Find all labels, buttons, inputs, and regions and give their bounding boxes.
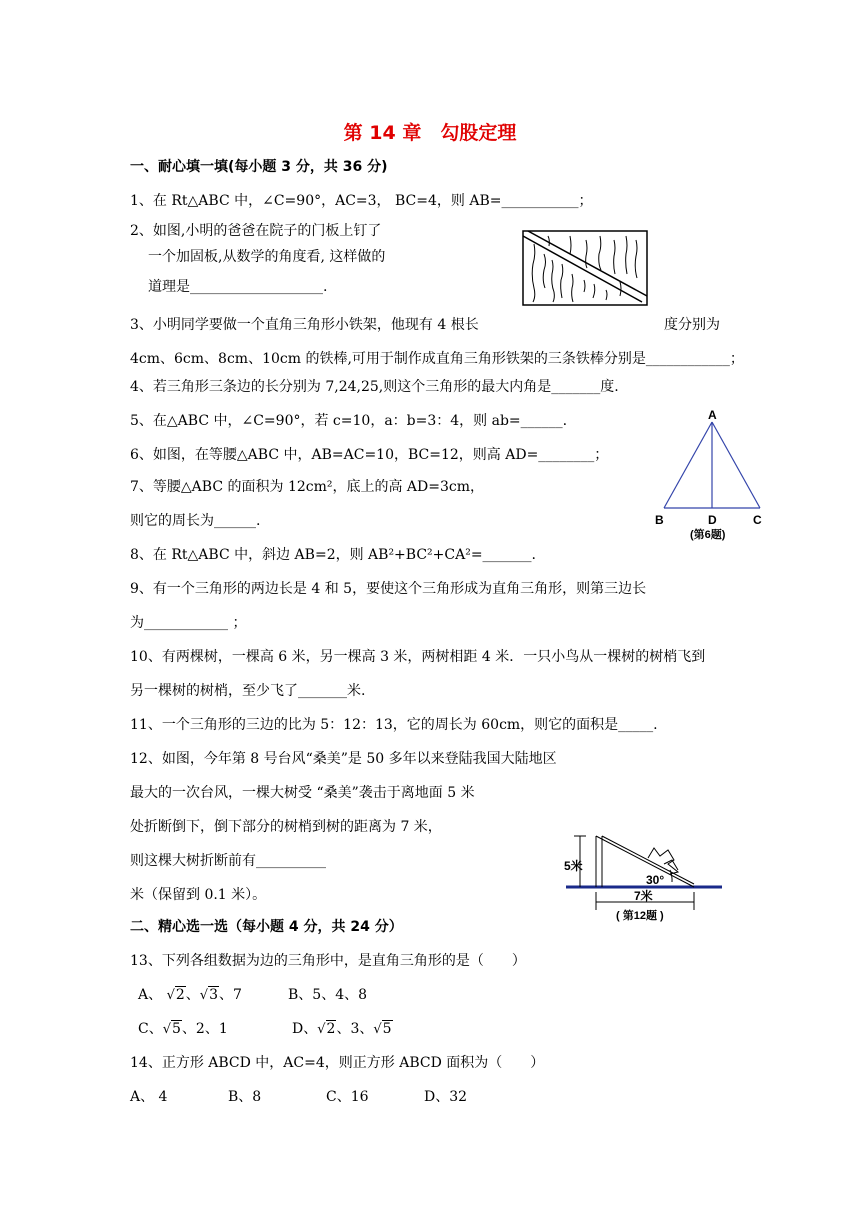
vertex-d-label: D bbox=[708, 513, 717, 527]
sqrt-2: √2 bbox=[166, 987, 185, 1003]
option-a-tail: 、7 bbox=[219, 987, 242, 1003]
question-9-line-2: 为____________ ； bbox=[130, 615, 247, 631]
question-2-line-1: 2、如图,小明的爸爸在院子的门板上钉了 bbox=[130, 223, 382, 239]
question-3-line-2: 4cm、6cm、8cm、10cm 的铁棒,可用于制作成直角三角形铁架的三条铁棒分别是____________； bbox=[130, 351, 744, 367]
question-12-line-2: 最大的一次台风，一棵大树受 “桑美”袭击于离地面 5 米 bbox=[130, 785, 475, 801]
question-13-option-c bbox=[138, 1020, 228, 1039]
question-3-line-1b: 度分别为 bbox=[664, 317, 720, 333]
question-2-line-3: 道理是___________________. bbox=[148, 279, 328, 295]
sqrt-2-d: √2 bbox=[317, 1021, 336, 1037]
isosceles-triangle-figure bbox=[650, 408, 770, 542]
question-14-option-c: C、16 bbox=[326, 1089, 369, 1105]
broken-tree-figure bbox=[560, 800, 730, 928]
question-12-line-5: 米（保留到 0.1 米）。 bbox=[130, 887, 267, 903]
height-label: 5米 bbox=[564, 859, 583, 873]
distance-label: 7米 bbox=[634, 889, 653, 903]
option-c-label: C、 bbox=[138, 1021, 163, 1037]
question-13-option-b: B、5、4、8 bbox=[288, 987, 368, 1003]
option-c-tail: 、2、1 bbox=[181, 1021, 228, 1037]
figure-6-caption: (第6题) bbox=[690, 529, 726, 541]
option-d-middle: 、3、 bbox=[336, 1021, 374, 1037]
vertex-c-label: C bbox=[753, 513, 762, 527]
question-14-option-a: A、 4 bbox=[130, 1089, 168, 1105]
question-9-line-1: 9、有一个三角形的两边长是 4 和 5，要使这个三角形成为直角三角形，则第三边长 bbox=[130, 581, 647, 597]
question-2-line-2: 一个加固板,从数学的角度看, 这样做的 bbox=[148, 249, 386, 265]
question-7-line-2: 则它的周长为______. bbox=[130, 513, 261, 529]
question-8: 8、在 Rt△ABC 中，斜边 AB=2，则 AB²+BC²+CA²=_______. bbox=[130, 547, 537, 563]
section-2-heading: 二、精心选一选（每小题 4 分，共 24 分） bbox=[130, 919, 403, 935]
question-13-stem: 13、下列各组数据为边的三角形中，是直角三角形的是（ ） bbox=[130, 953, 526, 969]
sqrt-5-d: √5 bbox=[373, 1021, 392, 1037]
question-13-option-a bbox=[138, 986, 242, 1005]
question-14-stem: 14、正方形 ABCD 中，AC=4，则正方形 ABCD 面积为（ ） bbox=[130, 1055, 545, 1071]
question-12-line-4: 则这棵大树折断前有__________ bbox=[130, 853, 326, 869]
figure-12-caption: ( 第12题 ) bbox=[616, 910, 664, 922]
gate-brace-figure bbox=[522, 230, 648, 306]
question-14-option-d: D、32 bbox=[424, 1089, 468, 1105]
vertex-a-label: A bbox=[708, 408, 717, 422]
option-d-label: D、 bbox=[292, 1021, 318, 1037]
question-3-line-1a: 3、小明同学要做一个直角三角形小铁架，他现有 4 根长 bbox=[130, 317, 479, 333]
question-4: 4、若三角形三条边的长分别为 7,24,25,则这个三角形的最大内角是_______度. bbox=[130, 379, 619, 395]
question-14-option-b: B、8 bbox=[228, 1089, 262, 1105]
angle-label: 30° bbox=[646, 873, 665, 887]
page-title: 第 14 章 勾股定理 bbox=[343, 122, 517, 144]
sqrt-5: √5 bbox=[162, 1021, 181, 1037]
sqrt-3: √3 bbox=[199, 987, 219, 1003]
question-6: 6、如图，在等腰△ABC 中，AB=AC=10，BC=12，则高 AD=________； bbox=[130, 447, 609, 463]
question-10-line-1: 10、有两棵树，一棵高 6 米，另一棵高 3 米，两树相距 4 米．一只小鸟从一棵树的树梢飞到 bbox=[130, 649, 706, 665]
question-7-line-1: 7、等腰△ABC 的面积为 12cm²，底上的高 AD=3cm， bbox=[130, 479, 485, 495]
question-10-line-2: 另一棵树的树梢，至少飞了_______米. bbox=[130, 683, 366, 699]
question-13-option-d bbox=[292, 1020, 393, 1039]
vertex-b-label: B bbox=[655, 513, 664, 527]
section-1-heading: 一、耐心填一填(每小题 3 分，共 36 分) bbox=[130, 159, 388, 175]
option-a-label: A、 bbox=[138, 987, 163, 1003]
option-a-separator: 、 bbox=[185, 987, 200, 1003]
question-12-line-3: 处折断倒下，倒下部分的树梢到树的距离为 7 米， bbox=[130, 819, 442, 835]
question-12-line-1: 12、如图，今年第 8 号台风“桑美”是 50 多年以来登陆我国大陆地区 bbox=[130, 751, 557, 767]
question-11: 11、一个三角形的三边的比为 5：12：13，它的周长为 60cm，则它的面积是_____. bbox=[130, 717, 658, 733]
question-1: 1、在 Rt△ABC 中，∠C=90°，AC=3， BC=4，则 AB=___________； bbox=[130, 193, 593, 209]
question-5: 5、在△ABC 中，∠C=90°，若 c=10，a：b=3：4，则 ab=______. bbox=[130, 413, 568, 429]
